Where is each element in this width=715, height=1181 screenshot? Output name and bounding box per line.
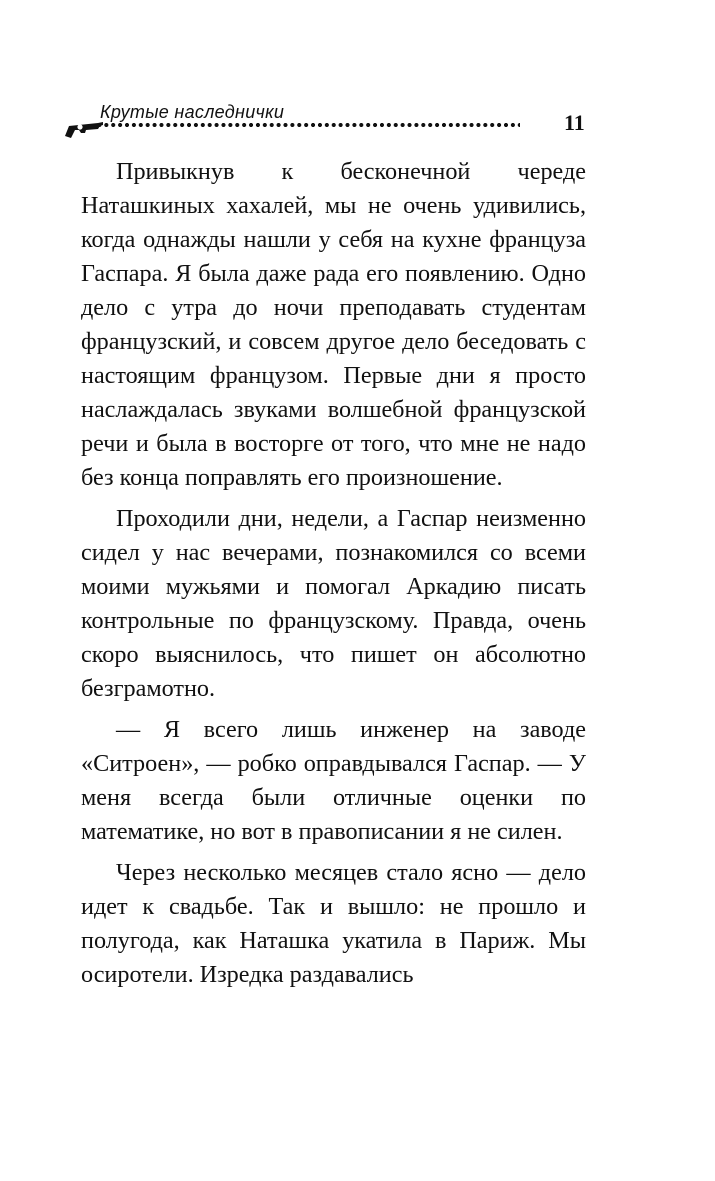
- running-head: [58, 96, 598, 142]
- page-number: 11: [564, 110, 585, 135]
- body-text: [81, 155, 586, 999]
- paragraph: Через несколько месяцев стало ясно — дело идет к свадьбе. Так и вышло: не прошло и полугода, как Наташка укатила в Париж. Мы осиротели. Изредка раздавались: [81, 859, 586, 988]
- running-head-title: Крутые наследнички: [100, 102, 285, 122]
- paragraph: Привыкнув к бесконечной череде Наташкиных хахалей, мы не очень удивились, когда однажды нашли у себя на кухне француза Гаспара. Я была даже рада его появлению. Одно дело с утра до ночи преподавать студентам французский, и совсем другое дело беседовать с настоящим французом. Первые дни я просто наслаждалась звуками волшебной французской речи и была в восторге от того, что мне не надо без конца поправлять его произношение.: [81, 158, 586, 491]
- dotted-leader: [96, 122, 520, 128]
- paragraph: Проходили дни, недели, а Гаспар неизменно сидел у нас вечерами, познакомился со всеми моими мужьями и помогал Аркадию писать контрольные по французскому. Правда, очень скоро выяснилось, что пишет он абсолютно безграмотно.: [81, 505, 586, 702]
- paragraph: — Я всего лишь инженер на заводе «Ситроен», — робко оправдывался Гаспар. — У меня всегда были отличные оценки по математике, но вот в правописании я не силен.: [81, 716, 586, 845]
